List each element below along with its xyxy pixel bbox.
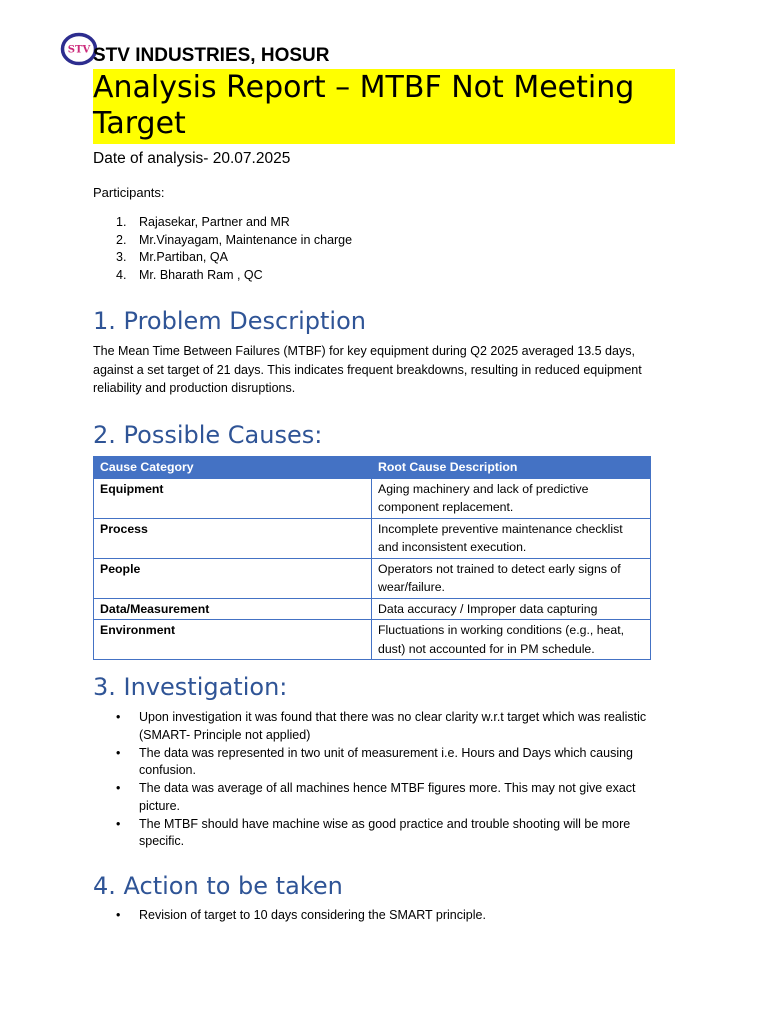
list-item-text: Upon investigation it was found that there was no clear clarity w.r.t target which was realistic (SMART- Principle not applied) [139, 710, 647, 742]
bullet-icon: • [116, 745, 121, 760]
participant-item [93, 249, 653, 267]
bullet-icon: • [116, 908, 121, 922]
list-item-text: The MTBF should have machine wise as good practice and trouble shooting will be more specific. [139, 816, 631, 848]
table-row [94, 598, 651, 620]
participants-label: Participants: [93, 185, 165, 200]
list-item-text: Revision of target to 10 days considering the SMART principle. [139, 908, 486, 922]
action-list [93, 907, 673, 925]
table-header-row [94, 457, 651, 479]
cause-description: Fluctuations in working conditions (e.g., heat, dust) not accounted for in PM schedule. [372, 620, 651, 660]
participants-list [93, 214, 653, 284]
action-heading: 4. Action to be taken [93, 872, 343, 900]
participant-item [93, 232, 653, 250]
list-item [93, 709, 673, 744]
company-name: STV INDUSTRIES, HOSUR [93, 45, 330, 66]
problem-heading: 1. Problem Description [93, 307, 366, 335]
causes-heading: 2. Possible Causes: [93, 421, 323, 449]
list-item [93, 907, 673, 925]
table-row [94, 558, 651, 598]
table-row [94, 478, 651, 518]
table-row [94, 620, 651, 660]
investigation-heading: 3. Investigation: [93, 673, 288, 701]
participant-name: Mr.Vinayagam, Maintenance in charge [139, 232, 353, 247]
investigation-list [93, 709, 673, 851]
column-header-category: Cause Category [94, 457, 372, 479]
causes-table [93, 456, 651, 660]
analysis-date: Date of analysis- 20.07.2025 [93, 150, 291, 167]
list-item-text: The data was average of all machines hence MTBF figures more. This may not give exact picture. [139, 781, 636, 813]
cause-category: Process [94, 518, 372, 558]
participant-number: 3. [116, 250, 127, 264]
page-title: Analysis Report – MTBF Not Meeting Target [93, 70, 635, 141]
cause-description: Data accuracy / Improper data capturing [372, 598, 651, 620]
participant-item [93, 214, 653, 232]
bullet-icon: • [116, 781, 121, 795]
list-item [93, 745, 673, 780]
cause-description: Aging machinery and lack of predictive component replacement. [372, 478, 651, 518]
bullet-icon: • [116, 710, 121, 724]
participant-number: 1. [116, 215, 127, 229]
participant-name: Rajasekar, Partner and MR [139, 215, 290, 229]
cause-category: Equipment [94, 478, 372, 518]
cause-description: Incomplete preventive maintenance checklist and inconsistent execution. [372, 518, 651, 558]
cause-category: Environment [94, 620, 372, 660]
participant-name: Mr.Partiban, QA [139, 250, 228, 264]
cause-category: People [94, 558, 372, 598]
cause-category: Data/Measurement [94, 598, 372, 620]
table-row [94, 518, 651, 558]
list-item [93, 780, 673, 815]
list-item-text: The data was represented in two unit of measurement i.e. Hours and Days which causing confusion. [139, 745, 634, 777]
bullet-icon: • [116, 816, 121, 831]
column-header-description: Root Cause Description [372, 457, 651, 479]
cause-description: Operators not trained to detect early signs of wear/failure. [372, 558, 651, 598]
participant-name: Mr. Bharath Ram , QC [139, 267, 263, 282]
list-item [93, 816, 673, 851]
participant-number: 4. [116, 267, 127, 282]
participant-item [93, 267, 653, 285]
participant-number: 2. [116, 232, 127, 247]
logo-text: STV [67, 44, 91, 56]
problem-description: The Mean Time Between Failures (MTBF) for key equipment during Q2 2025 averaged 13.5 days, against a set target of 21 days. This indicates frequent breakdowns, resulting in reduced equipment reliability and production disruptions. [93, 344, 642, 396]
